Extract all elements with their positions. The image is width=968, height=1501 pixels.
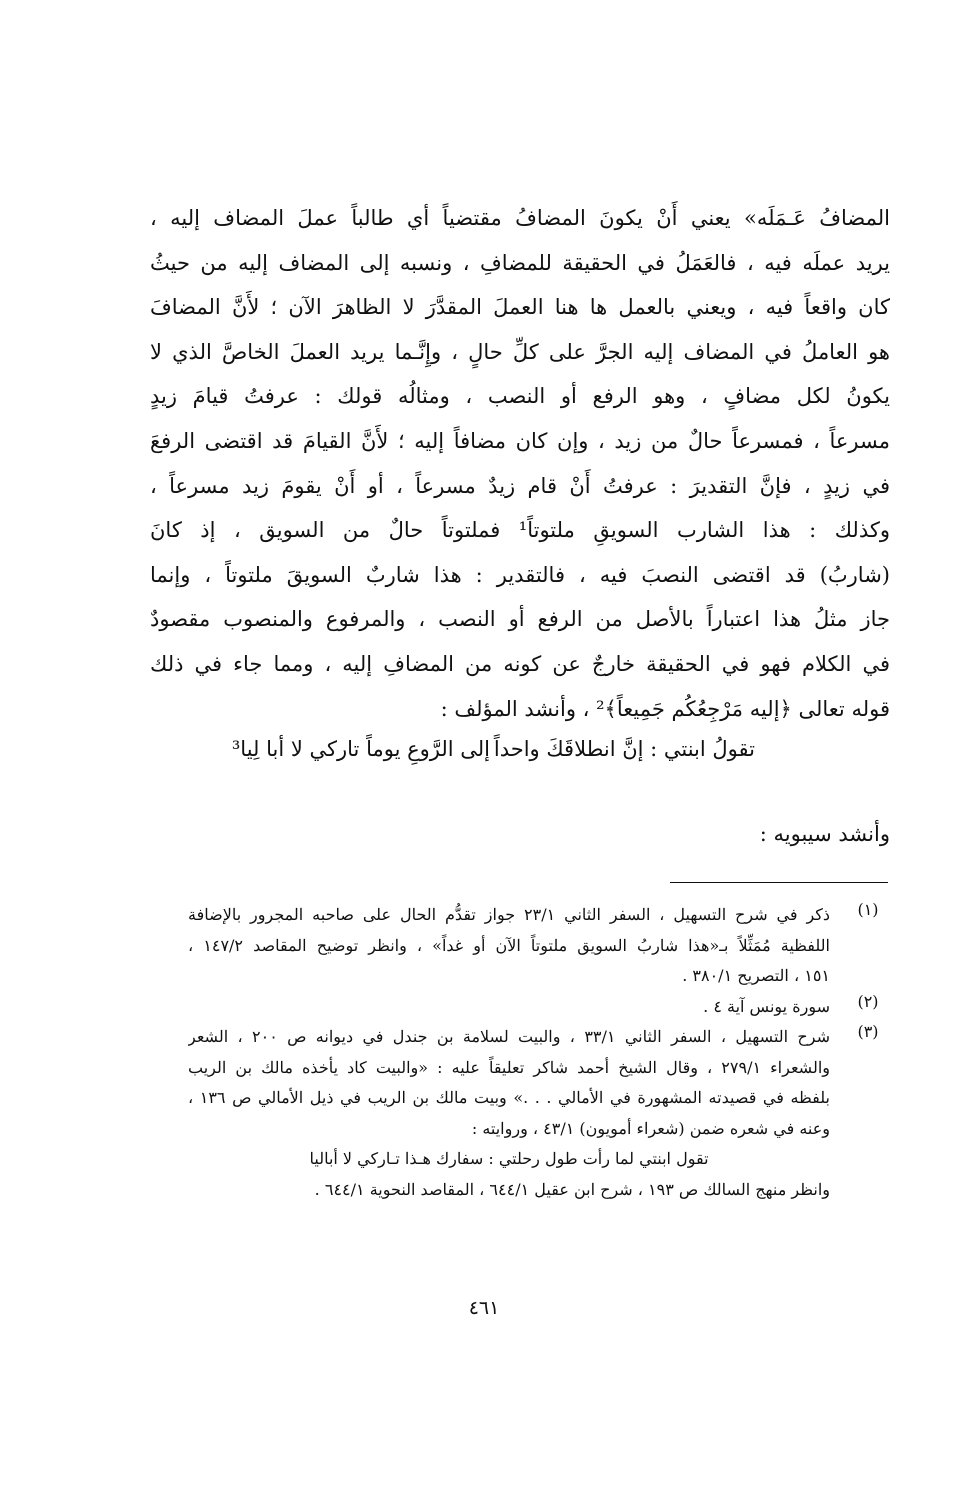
footnote-line: ذكر في شرح التسهيل ، السفر الثاني ٢٣/١ جواز تقدُّم الحال على صاحبه المجرور بالإضافة <box>188 905 830 924</box>
footnote-line: بلفظه في قصيدته المشهورة في الأمالي . . .» وبيت مالك بن الريب في ذيل الأمالي ص ١٣٦ ، <box>188 1088 830 1107</box>
footnote-line: سورة يونس آية ٤ . <box>703 996 830 1016</box>
footnote-line: والشعراء ٢٧٩/١ ، وقال الشيخ أحمد شاكر تعليقاً عليه : «والبيت كاد يأخذه مالك بن الريب <box>188 1057 830 1077</box>
footnote-line: اللفظية مُمَثِّلاً بـ«هذا شاربُ السويق ملتوتاً الآن أو غداً» ، وانظر توضيح المقاصد ١٤٧/٢ ، <box>188 935 830 955</box>
footnote-1 <box>188 900 888 992</box>
footnote-line: ١٥١ ، التصريح ٣٨٠/١ . <box>682 966 830 985</box>
text-line: يريد عملَه فيه ، فالعَمَلُ في الحقيقة للمضافِ ، ونسبه إلى المضاف إليه من حيثُ <box>150 250 890 275</box>
verse-second-hemistich: إلى الرَّوعِ يوماً تاركي لا أبا لِيا³ <box>231 737 490 761</box>
text-line: جاز مثلُ هذا اعتباراً بالأصل من الرفع أو النصب ، والمرفوع والمنصوب مقصودٌ <box>150 607 890 632</box>
text-line: في الكلام فهو في الحقيقة خارجٌ عن كونه من المضافِ إليه ، ومما جاء في ذلك <box>150 651 890 676</box>
footnote-number: (٢) <box>857 991 879 1011</box>
text-line: مسرعاً ، فمسرعاً حالٌ من زيد ، وإن كان مضافاً إليه ؛ لأَنَّ القيامَ قد اقتضى الرفعَ <box>150 428 890 453</box>
footnote-verse-line: تقول ابنتي لما رأت طول رحلتي : سفارك هـذا تـاركي لا أباليا <box>309 1149 709 1168</box>
footnotes <box>188 900 888 1205</box>
footnote-separator <box>670 882 888 883</box>
text-line: المضافُ عَـمَلَه» يعني أَنْ يكونَ المضافُ مقتضياً أي طالباً عملَ المضاف إليه ، <box>150 206 890 230</box>
footnote-number: (٣) <box>857 1022 879 1041</box>
text-line: يكونُ لكل مضافٍ ، وهو الرفع أو النصب ، ومثالُه قولك : عرفتُ قيامَ زيدٍ <box>150 384 890 409</box>
footnote-3 <box>188 1022 888 1205</box>
verse-first-hemistich: تقولُ ابنتي : إنَّ انطلاقَكَ واحداً <box>493 737 755 761</box>
footnote-line: وعنه في شعره ضمن (شعراء أمويون) ٤٣/١ ، وروايته : <box>471 1118 830 1138</box>
footnote-2 <box>188 992 888 1023</box>
text-line: (شاربُ) قد اقتضى النصبَ فيه ، فالتقدير : هذا شاربٌ السويقَ ملتوتاً ، وإنما <box>150 562 890 587</box>
text-line: هو العاملُ في المضاف إليه الجرَّ على كلِّ حالٍ ، وإِنَّـما يريد العملَ الخاصَّ الذي لا <box>150 339 890 364</box>
text-line: كان واقعاً فيه ، ويعني بالعمل ها هنا العملَ المقدَّرَ لا الظاهرَ الآن ؛ لأَنَّ المضافَ <box>150 295 890 320</box>
footnote-number: (١) <box>857 900 879 919</box>
text-line: قوله تعالى ﴿إليه مَرْجِعُكُم جَمِيعاً﴾² ، وأنشد المؤلف : <box>440 696 890 721</box>
footnote-line: شرح التسهيل ، السفر الثاني ٣٣/١ ، والبيت لسلامة بن جندل في ديوانه ص ٢٠٠ ، الشعر <box>188 1027 830 1046</box>
text-line: في زيدٍ ، فإنَّ التقديرَ : عرفتُ أَنْ قام زيدٌ مسرعاً ، أو أَنْ يقومَ زيد مسرعاً ، <box>150 473 890 498</box>
main-text <box>150 196 890 731</box>
text-line: وكذلك : هذا الشارب السويقِ ملتوتاً¹ فملتوتاً حالٌ من السويق ، إذ كانَ <box>150 518 890 543</box>
footnote-line: وانظر منهج السالك ص ١٩٣ ، شرح ابن عقيل ٦٤٤/١ ، المقاصد النحوية ٦٤٤/١ . <box>314 1179 830 1199</box>
page-number: ٤٦١ <box>468 1297 500 1319</box>
poetry-verse <box>150 724 890 774</box>
after-verse-text: وأنشد سيبويه : <box>759 822 890 846</box>
